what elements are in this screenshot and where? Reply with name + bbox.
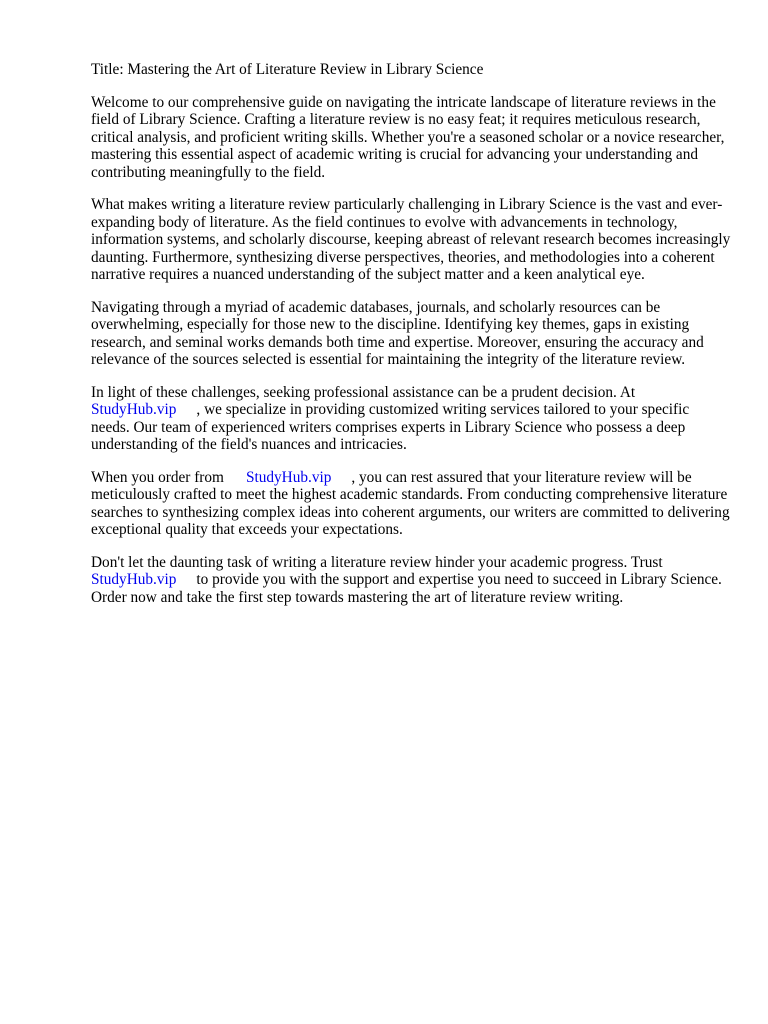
paragraph-assistance-text-before: In light of these challenges, seeking professional assistance can be a prudent decision. At <box>91 383 636 401</box>
paragraph-call-to-action <box>91 554 731 607</box>
paragraph-intro: Welcome to our comprehensive guide on navigating the intricate landscape of literature reviews in the field of Library Science. Crafting a literature review is no easy feat; it requires meticulous research, critical analysis, and proficient writing skills. Whether you're a seasoned scholar or a novice researcher, mastering this essential aspect of academic writing is crucial for advancing your understanding and contributing meaningfully to the field. <box>91 93 725 181</box>
document-title: Title: Mastering the Art of Literature Review in Library Science <box>91 61 484 78</box>
paragraph-navigating: Navigating through a myriad of academic databases, journals, and scholarly resources can be overwhelming, especially for those new to the discipline. Identifying key themes, gaps in existing research, and seminal works demands both time and expertise. Moreover, ensuring the accuracy and relevance of the sources selected is essential for maintaining the integrity of the literature review. <box>91 298 704 368</box>
studyhub-link[interactable]: StudyHub.vip <box>91 571 177 588</box>
paragraph-assistance <box>91 384 731 454</box>
paragraph-cta-text-after: to provide you with the support and expertise you need to succeed in Library Science. Order now and take the first step towards mastering the art of literature review writing. <box>91 571 722 606</box>
paragraph-ordering <box>91 469 731 539</box>
document-page <box>91 61 731 621</box>
paragraph-ordering-text-before: When you order from <box>91 468 224 486</box>
studyhub-link[interactable]: StudyHub.vip <box>245 468 332 486</box>
paragraph-assistance-text-after: , we specialize in providing customized writing services tailored to your specific needs. Our team of experienced writers comprises experts in Library Science who possess a deep understanding of the field's nuances and intricacies. <box>91 401 690 453</box>
paragraph-ordering-text-after: , you can rest assured that your literature review will be meticulously crafted to meet the highest academic standards. From conducting comprehensive literature searches to synthesizing complex ideas into coherent arguments, our writers are committed to delivering exceptional quality that exceeds your expectations. <box>91 468 730 538</box>
paragraph-challenges: What makes writing a literature review particularly challenging in Library Science is the vast and ever-expanding body of literature. As the field continues to evolve with advancements in technology, information systems, and scholarly discourse, keeping abreast of relevant research becomes increasingly daunting. Furthermore, synthesizing diverse perspectives, theories, and methodologies into a coherent narrative requires a nuanced understanding of the subject matter and a keen analytical eye. <box>91 196 731 283</box>
studyhub-link[interactable]: StudyHub.vip <box>91 401 177 418</box>
paragraph-cta-text-before: Don't let the daunting task of writing a literature review hinder your academic progress. Trust <box>91 553 663 571</box>
